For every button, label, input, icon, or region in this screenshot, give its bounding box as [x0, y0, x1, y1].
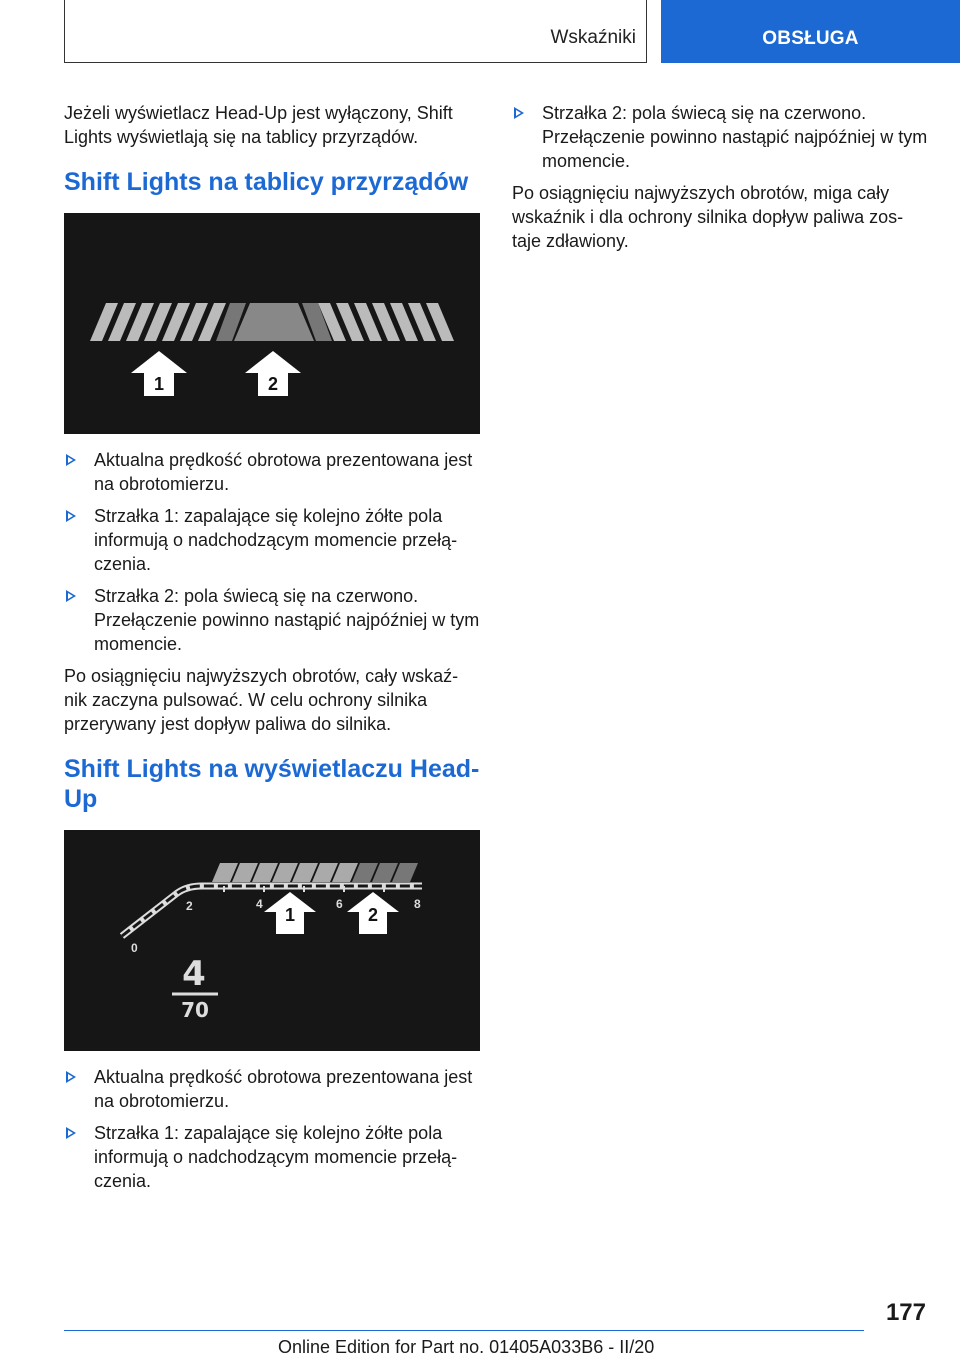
figure-head-up-shift-lights [64, 830, 480, 1051]
bullet-list-2 [64, 1065, 480, 1193]
gear-indicator: 4 [182, 954, 206, 994]
heading-head-up-display: Shift Lights na wyświetlaczu Head-Up [64, 755, 480, 813]
arrow-1-label: 1 [284, 905, 296, 925]
chapter-tab[interactable]: OBSŁUGA [661, 0, 960, 63]
list-item: Strzałka 2: pola świecą się na czerwono. Przełączenie powinno nastąpić najpóźniej w tym momencie. [512, 101, 928, 173]
right-column [512, 101, 928, 268]
page-number: 177 [885, 1299, 926, 1326]
paragraph-pulsing: Po osiągnięciu najwyższych obrotów, cały wskaź‐nik zaczyna pulsować. W celu ochrony silnika przerywany jest dopływ paliwa do silnika. [64, 666, 459, 734]
scale-label: 8 [414, 897, 421, 911]
scale-label: 2 [186, 899, 193, 913]
triangle-bullet-icon [66, 1071, 76, 1083]
arrow-2-label: 2 [267, 374, 279, 394]
list-item: Strzałka 1: zapalające się kolejno żółte pola informują o nadchodzącym momencie przełą‐czenia. [64, 1121, 480, 1193]
left-column [64, 101, 480, 1201]
bullet-list-1 [64, 448, 480, 656]
footer-divider [64, 1330, 864, 1331]
heading-instrument-cluster: Shift Lights na tablicy przyrządów [64, 168, 469, 196]
arrow-1-label: 1 [153, 374, 165, 394]
list-item: Aktualna prędkość obrotowa prezentowana jest na obrotomierzu. [64, 448, 480, 496]
triangle-bullet-icon [66, 590, 76, 602]
scale-label: 6 [336, 897, 343, 911]
speed-indicator: 70 [181, 998, 209, 1022]
arrow-2-label: 2 [367, 905, 379, 925]
paragraph-blinking: Po osiągnięciu najwyższych obrotów, miga cały wskaźnik i dla ochrony silnika dopływ paliwa zos‐taje zdławiony. [512, 183, 904, 251]
figure-instrument-cluster-shift-lights [64, 213, 480, 434]
list-item: Aktualna prędkość obrotowa prezentowana jest na obrotomierzu. [64, 1065, 480, 1113]
scale-label: 0 [131, 941, 138, 955]
section-title: Wskaźniki [550, 27, 636, 48]
scale-label: 4 [256, 897, 263, 911]
list-item: Strzałka 1: zapalające się kolejno żółte pola informują o nadchodzącym momencie przełą‐czenia. [64, 504, 480, 576]
intro-paragraph: Jeżeli wyświetlacz Head-Up jest wyłączony, Shift Lights wyświetlają się na tablicy przyrządów. [64, 103, 453, 147]
triangle-bullet-icon [66, 510, 76, 522]
edition-note: Online Edition for Part no. 01405A033B6 - II/20 [278, 1337, 655, 1357]
bullet-list-3 [512, 101, 928, 173]
triangle-bullet-icon [66, 454, 76, 466]
list-item: Strzałka 2: pola świecą się na czerwono. Przełączenie powinno nastąpić najpóźniej w tym momencie. [64, 584, 480, 656]
triangle-bullet-icon [66, 1127, 76, 1139]
triangle-bullet-icon [514, 107, 524, 119]
